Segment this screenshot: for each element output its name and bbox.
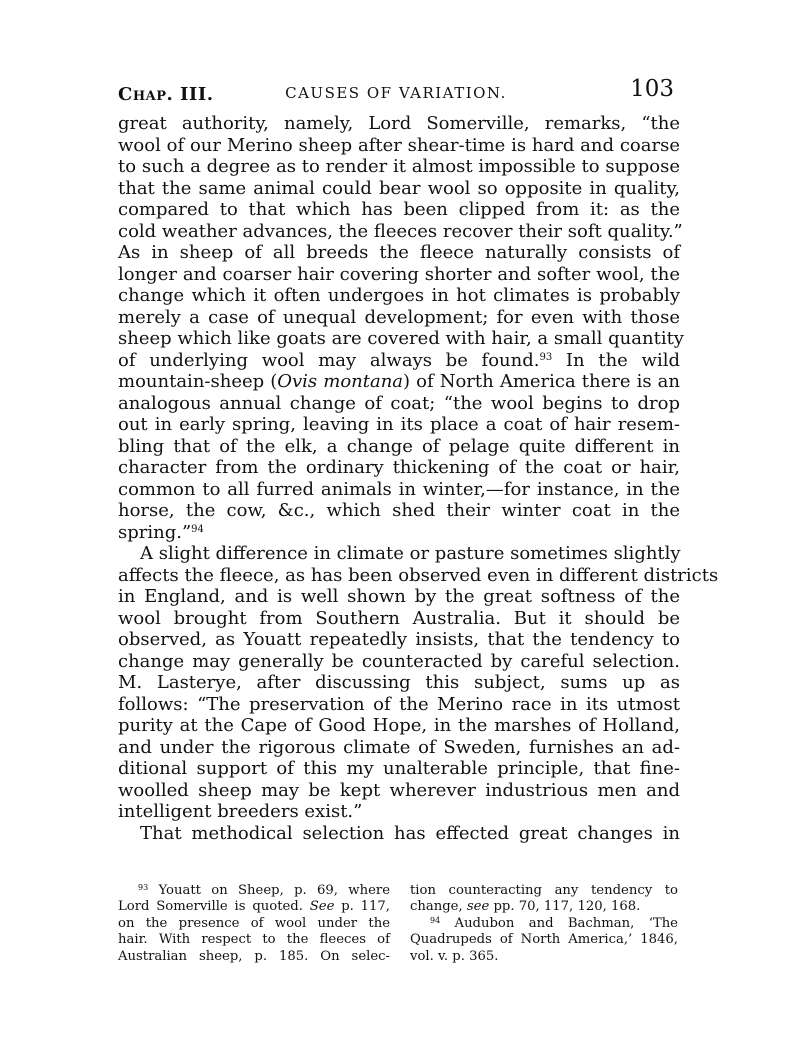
- text-run: Audubon and Bachman, ‘The: [440, 915, 678, 931]
- footnotes-left-column: [118, 883, 390, 965]
- body-text: [118, 113, 719, 844]
- text-line: that the same animal could bear wool so opposite in quality,: [118, 177, 680, 199]
- text-line: compared to that which has been clipped from it: as the: [118, 199, 680, 220]
- footnote-line: [118, 883, 390, 899]
- text-line: out in early spring, leaving in its place a coat of hair resem-: [118, 414, 680, 435]
- text-run: See: [309, 899, 335, 915]
- text-line: sheep which like goats are covered with hair, a small quantity: [118, 328, 684, 349]
- text-line: A slight difference in climate or pasture sometimes slightly: [140, 543, 681, 564]
- text-line: [118, 371, 680, 393]
- text-line: horse, the cow, &c., which shed their winter coat in the: [118, 500, 680, 521]
- text-line: purity at the Cape of Good Hope, in the marshes of Holland,: [118, 715, 680, 736]
- text-run: pp. 70, 117, 120, 168.: [489, 899, 641, 915]
- text-run: mountain-sheep (: [118, 371, 278, 392]
- page-header: [118, 76, 674, 110]
- text-line: analogous annual change of coat; “the wool begins to drop: [118, 392, 680, 414]
- text-line: That methodical selection has effected great changes in: [140, 822, 680, 844]
- footnote-line: Australian sheep, p. 185. On selec-: [118, 948, 390, 964]
- footnote-ref-94: 94: [191, 523, 204, 535]
- chapter-label: Chap. III.: [118, 84, 214, 105]
- page-number: 103: [630, 76, 674, 102]
- text-line: woolled sheep may be kept wherever industrious men and: [118, 779, 680, 801]
- text-run: In the wild: [552, 349, 680, 371]
- footnote-line: on the presence of wool under the: [118, 915, 390, 931]
- footnote-line: hair. With respect to the fleeces of: [118, 932, 390, 948]
- text-line: As in sheep of all breeds the fleece naturally consists of: [118, 242, 680, 263]
- footnote-line: [118, 899, 390, 915]
- text-line: and under the rigorous climate of Sweden, furnishes an ad-: [118, 736, 680, 758]
- text-line: ditional support of this my unalterable principle, that fine-: [118, 758, 680, 779]
- text-line: common to all furred animals in winter,—for instance, in the: [118, 478, 680, 500]
- text-line: great authority, namely, Lord Somerville, remarks, “the: [118, 113, 680, 134]
- text-line: merely a case of unequal development; for even with those: [118, 306, 680, 328]
- text-run: Youatt on Sheep, p. 69, where: [148, 883, 390, 898]
- text-line: to such a degree as to render it almost impossible to suppose: [118, 156, 680, 177]
- text-run: change,: [410, 899, 467, 915]
- footnote-line: [410, 899, 678, 915]
- footnote-line: tion counteracting any tendency to: [410, 883, 678, 898]
- text-line: character from the ordinary thickening of the coat or hair,: [118, 457, 680, 478]
- text-run: see: [466, 899, 490, 915]
- text-line: observed, as Youatt repeatedly insists, that the tendency to: [118, 629, 680, 650]
- text-line: intelligent breeders exist.”: [118, 801, 363, 822]
- text-line: follows: “The preservation of the Merino race in its utmost: [118, 693, 680, 715]
- species-name: Ovis montana: [277, 371, 404, 392]
- text-line: in England, and is well shown by the great softness of the: [118, 586, 680, 607]
- text-line: M. Lasterye, after discussing this subject, sums up as: [118, 672, 680, 693]
- text-line: longer and coarser hair covering shorter and softer wool, the: [118, 263, 680, 285]
- text-run: spring.”: [118, 521, 192, 543]
- footnote-marker-93: 93: [138, 883, 149, 892]
- text-run: Lord Somerville is quoted.: [118, 899, 310, 915]
- footnote-line: [410, 916, 678, 932]
- text-line: cold weather advances, the fleeces recover their soft quality.”: [118, 220, 683, 242]
- text-line: wool of our Merino sheep after shear-time is hard and coarse: [118, 134, 680, 156]
- text-run: of underlying wool may always be found.: [118, 349, 540, 371]
- text-line: change which it often undergoes in hot climates is probably: [118, 285, 680, 306]
- footnote-line: Quadrupeds of North America,’ 1846,: [410, 932, 678, 948]
- text-run: p. 117,: [334, 899, 390, 915]
- text-line: change may generally be counteracted by careful selection.: [118, 650, 680, 672]
- text-line: wool brought from Southern Australia. But it should be: [118, 607, 680, 629]
- text-line: [118, 350, 680, 372]
- text-line: [118, 522, 680, 544]
- footnote-ref-93: 93: [539, 351, 553, 363]
- text-run: ) of North America there is an: [403, 371, 680, 392]
- footnote-marker-94: 94: [430, 915, 441, 925]
- footnote-line: vol. v. p. 365.: [410, 948, 499, 964]
- text-line: affects the fleece, as has been observed even in different districts: [118, 564, 719, 586]
- footnotes-right-column: [410, 883, 678, 965]
- running-title: CAUSES OF VARIATION.: [285, 84, 507, 102]
- text-line: bling that of the elk, a change of pelage quite different in: [118, 435, 680, 457]
